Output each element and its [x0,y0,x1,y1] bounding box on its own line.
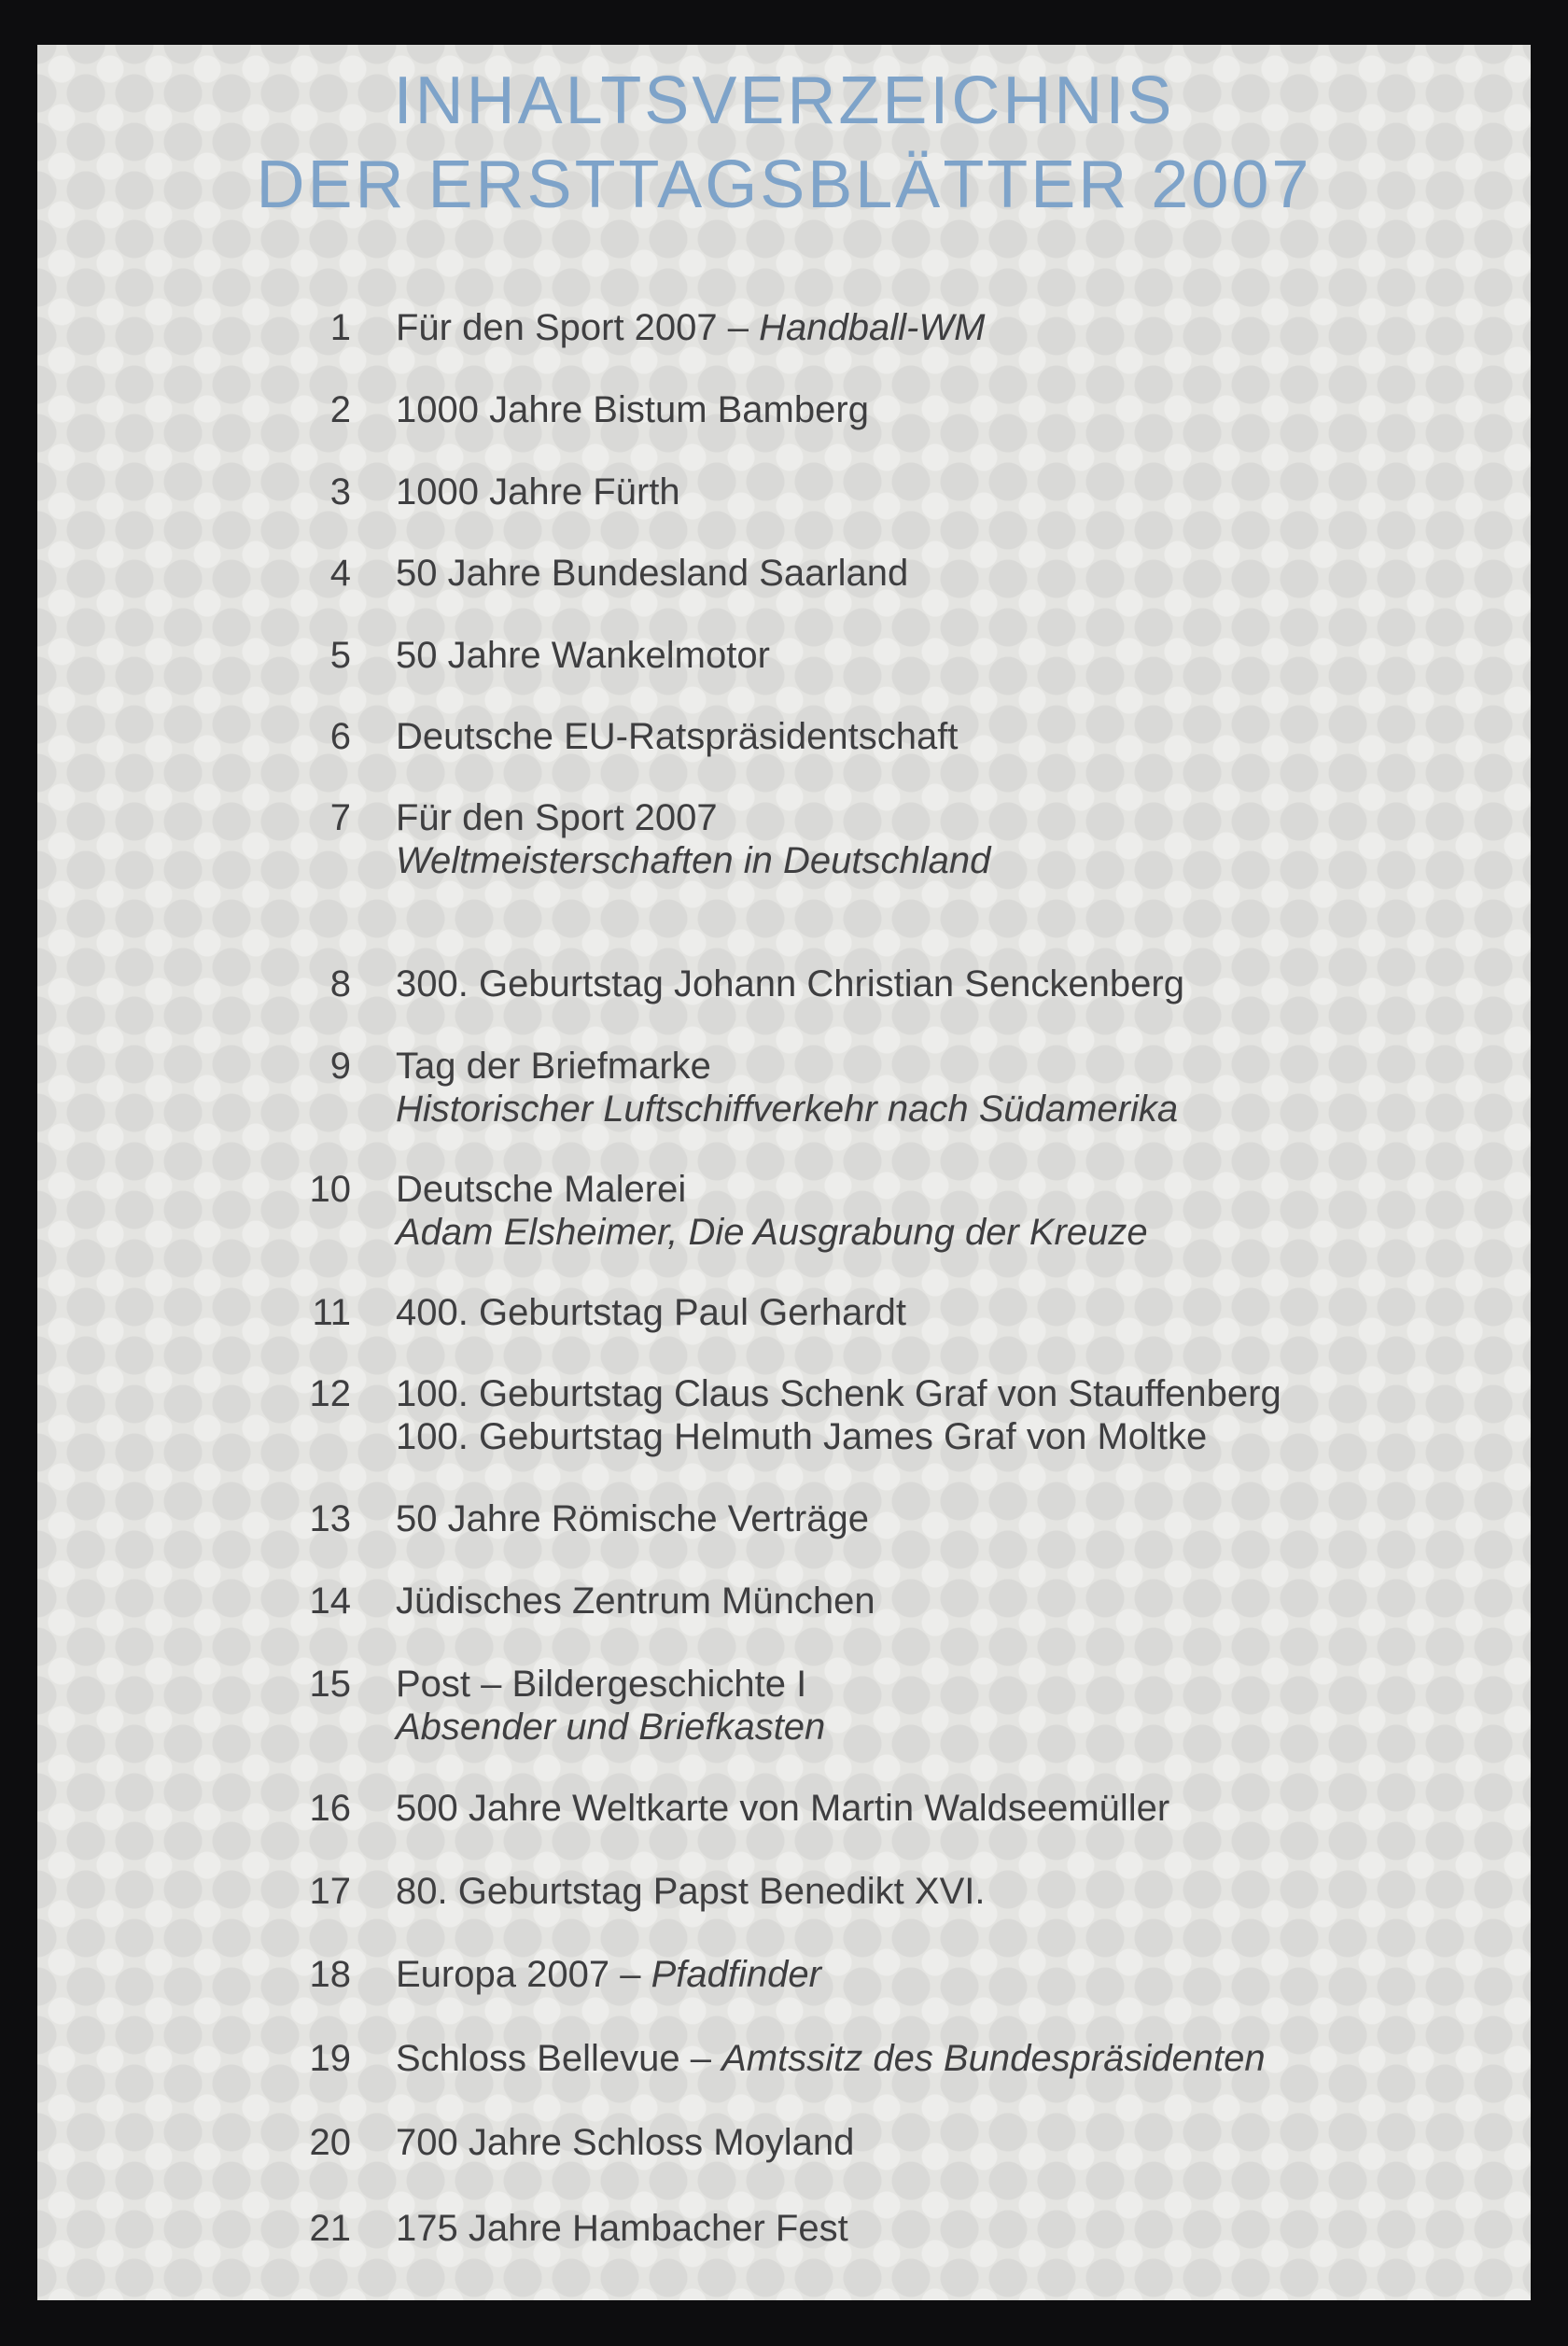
entry-number: 19 [309,2038,351,2079]
entry-number: 8 [329,963,351,1004]
entry-text: Für den Sport 2007 – Handball-WM [396,307,986,348]
entry-number: 20 [309,2122,351,2163]
entry-text: 1000 Jahre Fürth [396,471,680,513]
entry-number: 7 [329,797,351,838]
entry-number: 3 [329,471,351,513]
entry-text: Jüdisches Zentrum München [396,1580,875,1622]
entry-text: Deutsche EU-Ratspräsidentschaft [396,716,959,757]
entry-number: 21 [309,2208,351,2249]
entry-number: 15 [309,1664,351,1705]
entry-number: 13 [309,1498,351,1539]
entry-text: 1000 Jahre Bistum Bamberg [396,389,869,430]
entry-text: 50 Jahre Bundesland Saarland [396,553,909,594]
entry-number: 14 [309,1580,351,1622]
entry-text: 500 Jahre Weltkarte von Martin Waldseemüller [396,1788,1170,1829]
entry-text: 300. Geburtstag Johann Christian Senckenberg [396,963,1184,1004]
entry-text: 175 Jahre Hambacher Fest [396,2208,848,2249]
entry-text: Europa 2007 – Pfadfinder [396,1954,821,1995]
entry-number: 17 [309,1871,351,1912]
entry-number: 2 [329,389,351,430]
entry-number: 10 [309,1169,351,1210]
entry-text: 400. Geburtstag Paul Gerhardt [396,1292,906,1333]
entry-number: 18 [309,1954,351,1995]
entry-number: 11 [312,1292,351,1333]
entry-text: 50 Jahre Römische Verträge [396,1498,869,1539]
entry-text: 80. Geburtstag Papst Benedikt XVI. [396,1871,986,1912]
entry-number: 4 [329,553,351,594]
entry-text: Schloss Bellevue – Amtssitz des Bundespräsidenten [396,2038,1266,2079]
entry-number: 9 [329,1046,351,1087]
entry-number: 5 [329,635,351,676]
document-page [37,45,1531,2300]
title-line-1: INHALTSVERZEICHNIS [393,63,1175,138]
entry-text: 50 Jahre Wankelmotor [396,635,770,676]
entry-number: 12 [309,1373,351,1414]
entry-text: Post – Bildergeschichte I Absender und Briefkasten [396,1664,826,1748]
entry-text: Tag der Briefmarke Historischer Luftschiffverkehr nach Südamerika [396,1046,1179,1130]
entry-number: 1 [329,307,351,348]
entry-text: Deutsche Malerei Adam Elsheimer, Die Ausgrabung der Kreuze [396,1169,1148,1253]
entry-text: Für den Sport 2007 Weltmeisterschaften in Deutschland [396,797,991,881]
entry-text: 100. Geburtstag Claus Schenk Graf von Stauffenberg 100. Geburtstag Helmuth James Graf von Moltke [396,1373,1281,1457]
entry-number: 16 [309,1788,351,1829]
entry-number: 6 [329,716,351,757]
entry-text: 700 Jahre Schloss Moyland [396,2122,855,2163]
title-line-2: DER ERSTTAGSBLÄTTER 2007 [256,148,1312,222]
